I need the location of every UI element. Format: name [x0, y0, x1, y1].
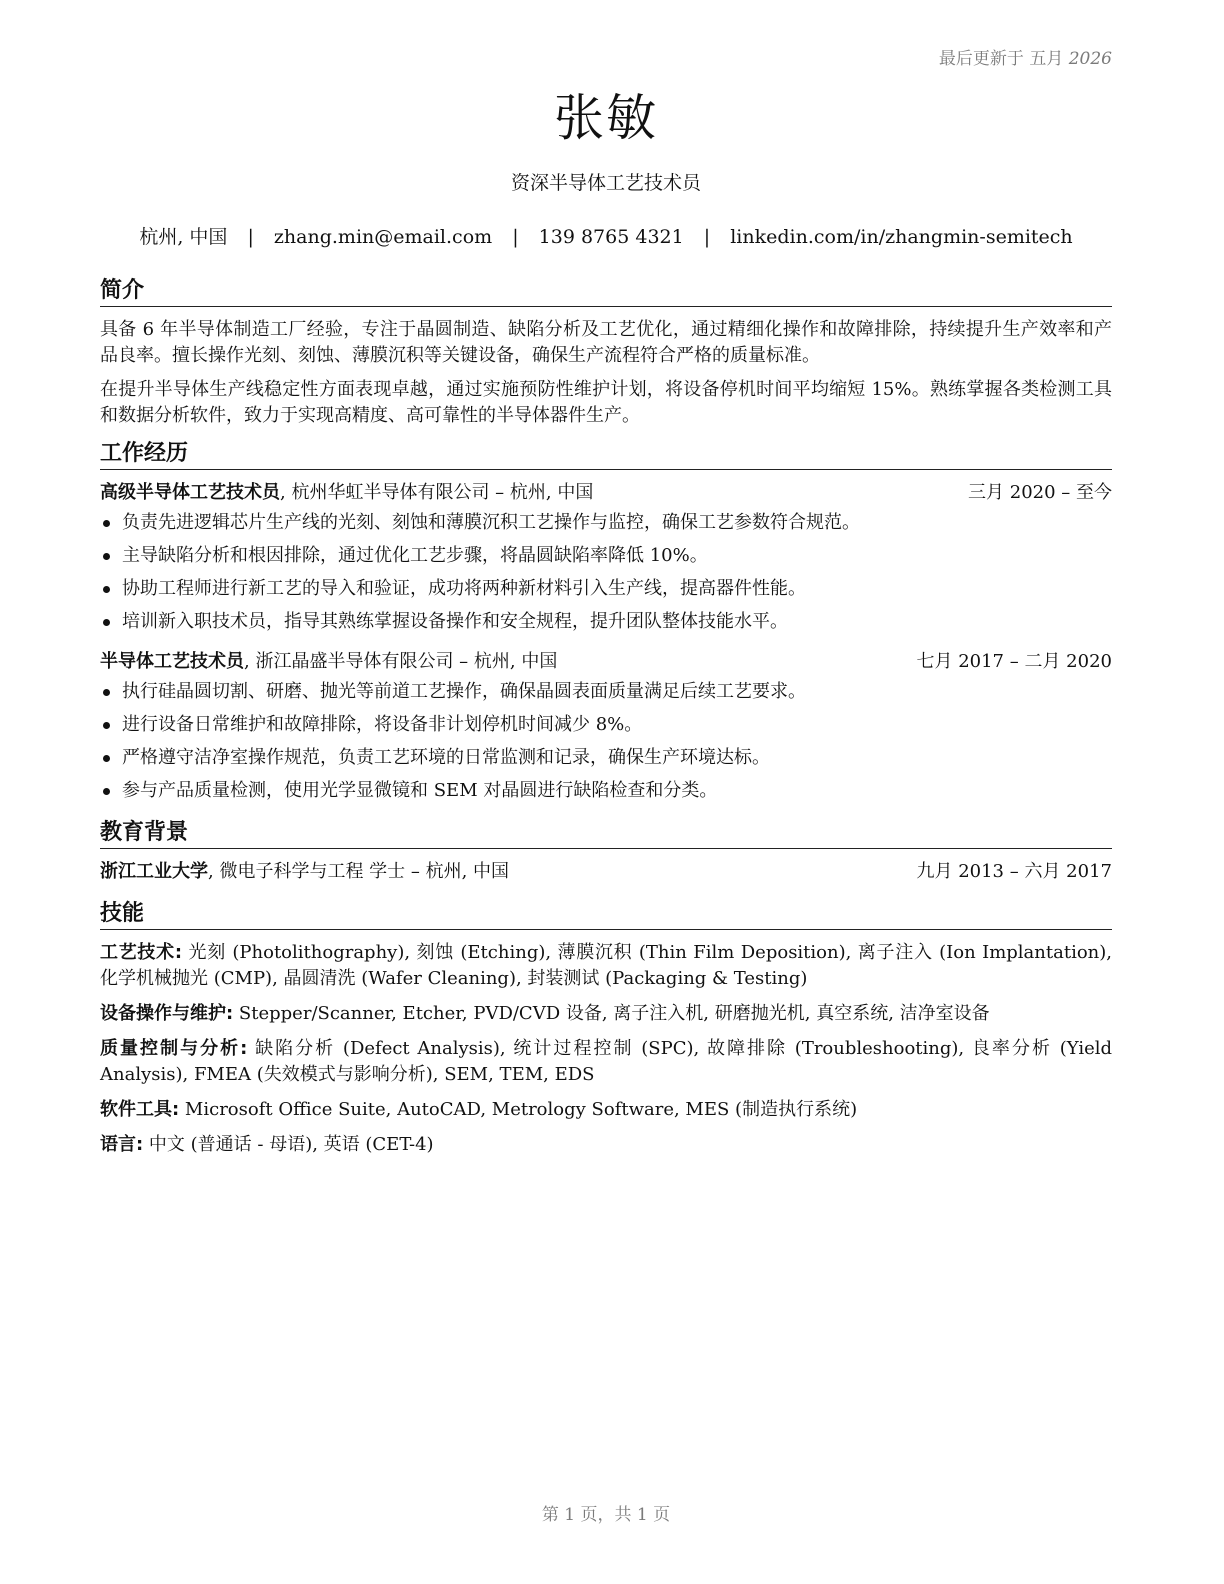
skill-label: 语言: [100, 1134, 144, 1155]
job-dates: 七月 2017 – 二月 2020 [916, 651, 1112, 672]
job-role: 高级半导体工艺技术员 [100, 482, 280, 503]
contact-separator: | [247, 226, 254, 248]
contact-email[interactable]: zhang.min@email.com [273, 226, 493, 248]
skill-row [100, 1036, 1112, 1088]
job-title-line [100, 480, 593, 506]
contact-location: 杭州, 中国 [139, 226, 228, 248]
bullet-icon [103, 755, 110, 762]
section-title: 教育背景 [100, 818, 1112, 849]
summary-section [100, 276, 1112, 429]
skill-label: 设备操作与维护: [100, 1003, 234, 1024]
education-line [100, 859, 509, 885]
bullet-icon [103, 553, 110, 560]
job-bullets [100, 679, 1112, 804]
skill-label: 质量控制与分析: [100, 1038, 248, 1059]
bullet-icon [103, 722, 110, 729]
skill-value: Stepper/Scanner, Etcher, PVD/CVD 设备, 离子注入机, 研磨抛光机, 真空系统, 洁净室设备 [233, 1003, 990, 1024]
bullet-icon [103, 689, 110, 696]
bullet-icon [103, 788, 110, 795]
resume-page [100, 0, 1112, 1584]
bullet-text: 参与产品质量检测，使用光学显微镜和 SEM 对晶圆进行缺陷检查和分类。 [122, 780, 718, 801]
skills-section [100, 899, 1112, 1158]
list-item [100, 745, 1112, 771]
skill-value: Microsoft Office Suite, AutoCAD, Metrology Software, MES (制造执行系统) [179, 1099, 858, 1120]
last-updated-year: 2026 [1068, 49, 1112, 69]
job-organization: , 浙江晶盛半导体有限公司 – 杭州, 中国 [244, 651, 558, 672]
bullet-icon [103, 586, 110, 593]
section-title: 简介 [100, 276, 1112, 307]
skill-row [100, 940, 1112, 992]
education-entry [100, 859, 1112, 885]
list-item [100, 609, 1112, 635]
skill-row [100, 1097, 1112, 1123]
education-detail: , 微电子科学与工程 学士 – 杭州, 中国 [208, 861, 510, 882]
section-title: 技能 [100, 899, 1112, 930]
list-item [100, 510, 1112, 536]
job-entry [100, 649, 1112, 804]
skill-label: 软件工具: [100, 1099, 180, 1120]
job-header [100, 480, 1112, 506]
job-entry [100, 480, 1112, 635]
contact-separator: | [703, 226, 711, 248]
job-organization: , 杭州华虹半导体有限公司 – 杭州, 中国 [280, 482, 594, 503]
list-item [100, 679, 1112, 705]
candidate-name: 张敏 [554, 89, 658, 147]
job-title-line [100, 649, 557, 675]
skill-row [100, 1001, 1112, 1027]
list-item [100, 712, 1112, 738]
education-school: 浙江工业大学 [100, 861, 208, 882]
bullet-text: 进行设备日常维护和故障排除，将设备非计划停机时间减少 8%。 [122, 714, 643, 735]
skill-label: 工艺技术: [100, 942, 183, 963]
bullet-text: 负责先进逻辑芯片生产线的光刻、刻蚀和薄膜沉积工艺操作与监控，确保工艺参数符合规范。 [122, 512, 860, 533]
page-footer: 第 1 页，共 1 页 [541, 1505, 671, 1525]
resume-content [100, 276, 1112, 1168]
bullet-icon [103, 520, 110, 527]
last-updated [939, 44, 1112, 69]
skill-value: 光刻 (Photolithography), 刻蚀 (Etching), 薄膜沉积 (Thin Film Deposition), 离子注入 (Ion Implantation), 化学机械抛光 (CMP), 晶圆清洗 (Wafer Cleaning), 封装测试 (Packaging & Testing) [100, 942, 1113, 989]
job-dates: 三月 2020 – 至今 [968, 482, 1112, 503]
skill-row [100, 1132, 1112, 1158]
contact-line [100, 224, 1112, 250]
job-header [100, 649, 1112, 675]
candidate-title: 资深半导体工艺技术员 [510, 172, 701, 194]
bullet-text: 主导缺陷分析和根因排除，通过优化工艺步骤，将晶圆缺陷率降低 10%。 [122, 545, 708, 566]
contact-linkedin[interactable]: linkedin.com/in/zhangmin-semitech [730, 226, 1073, 248]
list-item [100, 543, 1112, 569]
summary-paragraph: 在提升半导体生产线稳定性方面表现卓越，通过实施预防性维护计划，将设备停机时间平均缩短 15%。熟练掌握各类检测工具和数据分析软件，致力于实现高精度、高可靠性的半导体器件生产。 [100, 379, 1112, 426]
education-section [100, 818, 1112, 885]
bullet-text: 严格遵守洁净室操作规范，负责工艺环境的日常监测和记录，确保生产环境达标。 [122, 747, 770, 768]
list-item [100, 576, 1112, 602]
bullet-text: 培训新入职技术员，指导其熟练掌握设备操作和安全规程，提升团队整体技能水平。 [122, 611, 788, 632]
skill-value: 中文 (普通话 - 母语), 英语 (CET-4) [143, 1134, 434, 1155]
contact-phone: 139 8765 4321 [538, 226, 684, 248]
last-updated-prefix: 最后更新于 五月 [938, 49, 1064, 69]
contact-separator: | [512, 226, 519, 248]
bullet-icon [103, 619, 110, 626]
list-item [100, 778, 1112, 804]
experience-section [100, 439, 1112, 804]
job-bullets [100, 510, 1112, 635]
summary-paragraph: 具备 6 年半导体制造工厂经验，专注于晶圆制造、缺陷分析及工艺优化，通过精细化操作和故障排除，持续提升生产效率和产品良率。擅长操作光刻、刻蚀、薄膜沉积等关键设备，确保生产流程符合严格的质量标准。 [100, 319, 1112, 366]
section-title: 工作经历 [100, 439, 1112, 470]
bullet-text: 协助工程师进行新工艺的导入和验证，成功将两种新材料引入生产线，提高器件性能。 [122, 578, 806, 599]
skill-value: 缺陷分析 (Defect Analysis), 统计过程控制 (SPC), 故障排除 (Troubleshooting), 良率分析 (Yield Analysis), FMEA (失效模式与影响分析), SEM, TEM, EDS [100, 1038, 1113, 1085]
bullet-text: 执行硅晶圆切割、研磨、抛光等前道工艺操作，确保晶圆表面质量满足后续工艺要求。 [122, 681, 806, 702]
job-role: 半导体工艺技术员 [100, 651, 244, 672]
education-dates: 九月 2013 – 六月 2017 [916, 861, 1112, 882]
